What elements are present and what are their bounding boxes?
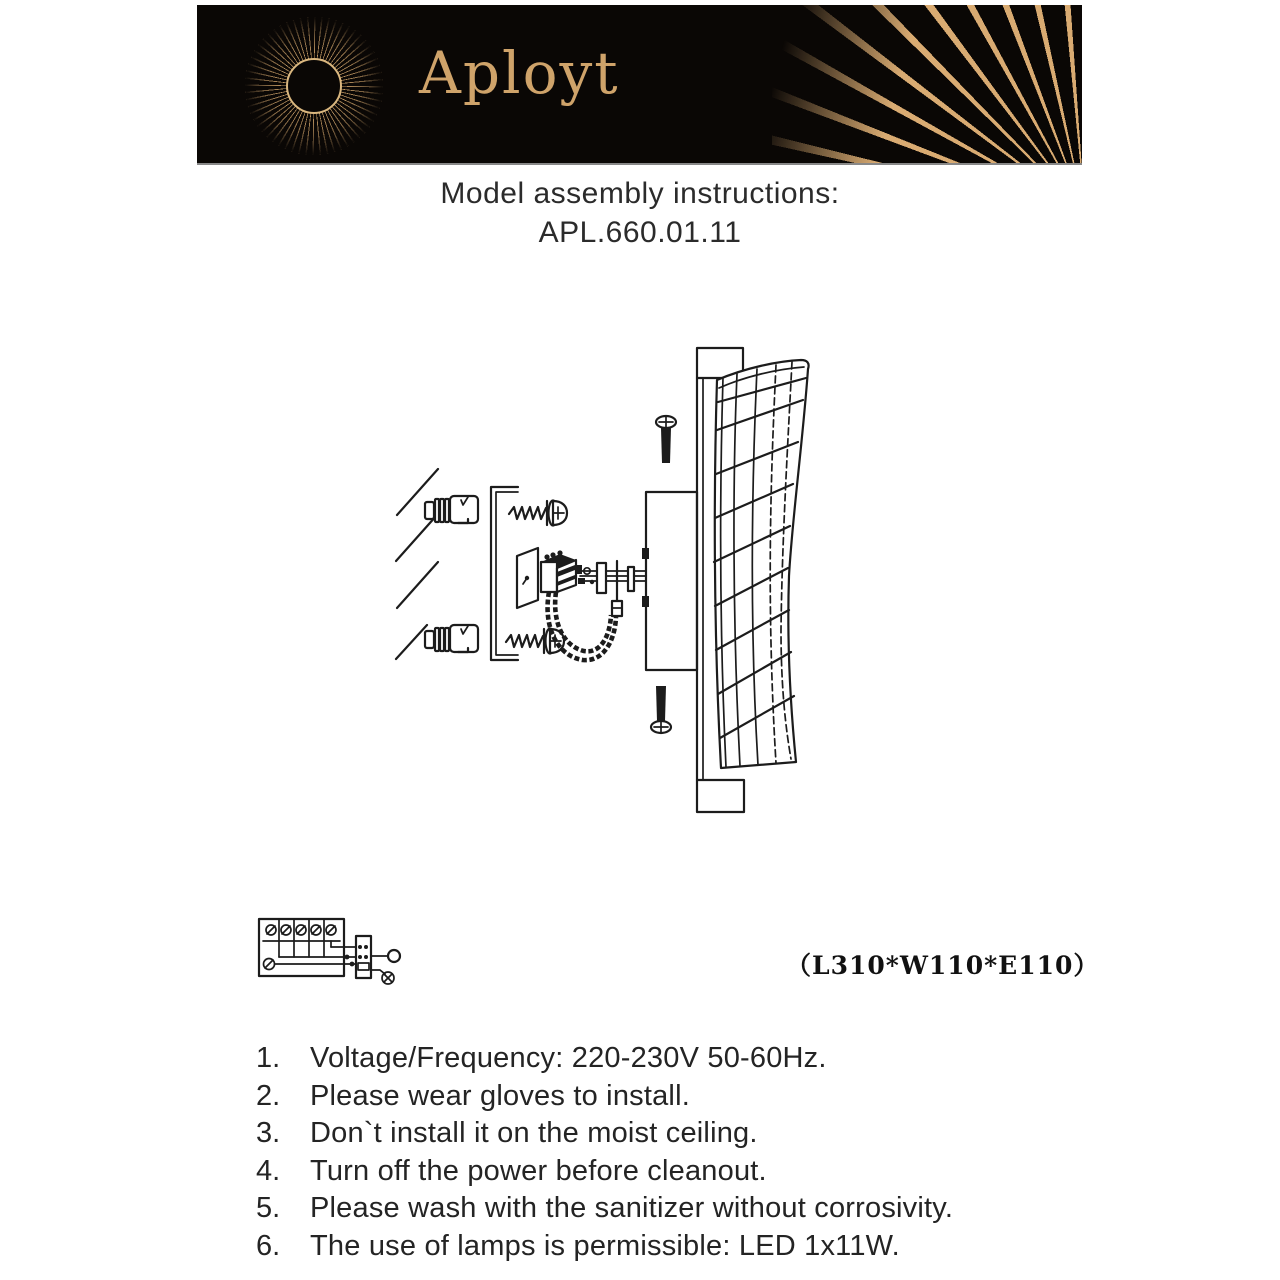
instruction-list <box>256 1040 1136 1265</box>
wall-anchor-upper <box>425 496 478 523</box>
instruction-text: Voltage/Frequency: 220-230V 50-60Hz. <box>310 1042 827 1074</box>
instruction-text: Turn off the power before cleanout. <box>310 1154 767 1187</box>
instruction-number: 4. <box>256 1154 281 1187</box>
instruction-item <box>256 1040 1136 1077</box>
mounting-screw-upper <box>509 501 567 526</box>
instruction-number: 6. <box>256 1229 281 1262</box>
lamp-housing <box>642 492 697 670</box>
brand-name: Aployt <box>419 39 620 107</box>
wall-anchor-lower <box>425 625 478 652</box>
instruction-number: 1. <box>256 1042 281 1074</box>
instruction-text: Please wash with the sanitizer without corrosivity. <box>310 1192 954 1224</box>
fixing-bolt-lower <box>651 686 671 733</box>
instruction-number: 5. <box>256 1192 281 1224</box>
instruction-item <box>256 1078 1136 1115</box>
fixing-bolt-upper <box>656 416 676 463</box>
wiring-schematic <box>259 919 400 984</box>
grid-shade <box>714 360 809 768</box>
instruction-item <box>256 1228 1136 1265</box>
lamp-symbol <box>388 950 400 962</box>
instruction-text: The use of lamps is permissible: LED 1x11W. <box>310 1229 900 1262</box>
dimensions-label: （L310*W110*E110） <box>786 951 1100 980</box>
cover-plate <box>517 548 538 608</box>
instruction-item <box>256 1153 1136 1190</box>
mounting-bracket <box>491 487 518 660</box>
instruction-item <box>256 1190 1136 1227</box>
instruction-number: 3. <box>256 1117 281 1149</box>
instruction-item <box>256 1115 1136 1152</box>
instruction-text: Please wear gloves to install. <box>310 1079 690 1112</box>
instruction-text: Don`t install it on the moist ceiling. <box>310 1117 758 1149</box>
sheet-title: Model assembly instructions: <box>440 177 840 210</box>
instruction-number: 2. <box>256 1079 281 1112</box>
model-number: APL.660.01.11 <box>538 216 742 249</box>
